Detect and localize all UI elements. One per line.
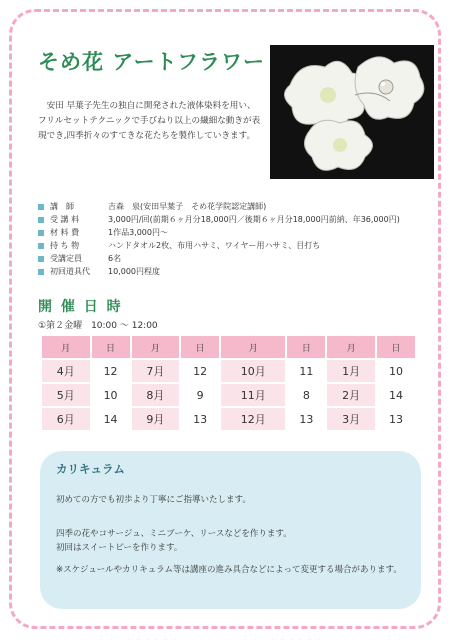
month-cell: 6月 xyxy=(42,408,90,430)
intro-text: 安田 早葉子先生の独自に開発された液体染料を用い、フリルセットテクニックで手びねり以上の繊細な動きが表現でき,四季折々のすてきな花たちを製作していきます。 xyxy=(38,101,261,141)
info-row-fee: 受 講 料 3,000円/回(前期６ヶ月分18,000円／後期６ヶ月分18,000円前納、年36,000円) xyxy=(38,213,400,226)
day-cell: 14 xyxy=(377,384,415,406)
bullet-icon xyxy=(38,256,44,262)
month-cell: 8月 xyxy=(132,384,180,406)
header-day: 日 xyxy=(287,336,325,358)
table-row xyxy=(42,360,415,382)
curriculum-line-2: 四季の花やコサージュ、ミニブーケ、リースなどを作ります。 xyxy=(56,529,292,539)
header-month: 月 xyxy=(132,336,180,358)
day-cell: 9 xyxy=(181,384,219,406)
info-row-instructor: 講 師 吉森 泉(安田早葉子 そめ花学院認定講師) xyxy=(38,200,400,213)
month-cell: 7月 xyxy=(132,360,180,382)
day-cell: 12 xyxy=(181,360,219,382)
header-day: 日 xyxy=(377,336,415,358)
flower-photo xyxy=(270,45,434,179)
month-cell: 4月 xyxy=(42,360,90,382)
month-cell: 1月 xyxy=(327,360,375,382)
table-row xyxy=(42,384,415,406)
day-cell: 8 xyxy=(287,384,325,406)
bullet-icon xyxy=(38,217,44,223)
course-info xyxy=(38,200,400,278)
bullet-icon xyxy=(38,204,44,210)
curriculum-line-1: 初めての方でも初歩より丁寧にご指導いたします。 xyxy=(56,495,251,505)
day-cell: 13 xyxy=(287,408,325,430)
bullet-icon xyxy=(38,230,44,236)
bullet-icon xyxy=(38,243,44,249)
page-title: そめ花 アートフラワー xyxy=(38,50,266,74)
month-cell: 5月 xyxy=(42,384,90,406)
info-row-capacity: 受講定員 6名 xyxy=(38,252,400,265)
month-cell: 3月 xyxy=(327,408,375,430)
month-cell: 11月 xyxy=(221,384,285,406)
curriculum-box xyxy=(40,451,421,609)
day-cell: 11 xyxy=(287,360,325,382)
month-cell: 9月 xyxy=(132,408,180,430)
table-header-row xyxy=(42,336,415,358)
header-month: 月 xyxy=(221,336,285,358)
month-cell: 12月 xyxy=(221,408,285,430)
schedule-table xyxy=(40,334,417,432)
day-cell: 10 xyxy=(92,384,130,406)
table-row xyxy=(42,408,415,430)
header-month: 月 xyxy=(42,336,90,358)
info-row-tools: 初回道具代 10,000円程度 xyxy=(38,265,400,278)
day-cell: 14 xyxy=(92,408,130,430)
bullet-icon xyxy=(38,269,44,275)
curriculum-line-3: 初回はスイートピーを作ります。 xyxy=(56,543,183,553)
month-cell: 2月 xyxy=(327,384,375,406)
day-cell: 13 xyxy=(377,408,415,430)
header-day: 日 xyxy=(181,336,219,358)
curriculum-note: ※スケジュールやカリキュラム等は講座の進み具合などによって変更する場合があります。 xyxy=(56,565,402,575)
month-cell: 10月 xyxy=(221,360,285,382)
day-cell: 12 xyxy=(92,360,130,382)
day-cell: 13 xyxy=(181,408,219,430)
header-day: 日 xyxy=(92,336,130,358)
curriculum-title: カリキュラム xyxy=(56,462,125,476)
info-row-belongings: 持 ち 物 ハンドタオル2枚、布用ハサミ、ワイヤー用ハサミ、目打ち xyxy=(38,239,400,252)
info-row-materials: 材 料 費 1作品3,000円～ xyxy=(38,226,400,239)
schedule-subtitle: ①第２金曜 10:00 ～ 12:00 xyxy=(38,321,158,331)
day-cell: 10 xyxy=(377,360,415,382)
schedule-title: 開 催 日 時 xyxy=(38,299,123,315)
header-month: 月 xyxy=(327,336,375,358)
